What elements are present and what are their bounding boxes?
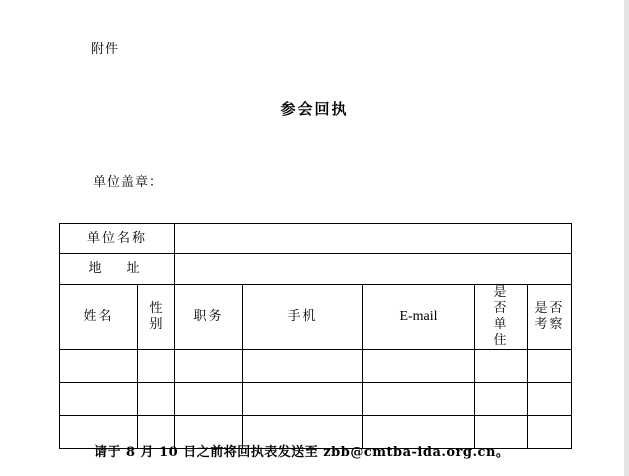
table-row xyxy=(60,383,572,416)
address-row xyxy=(60,254,572,285)
unit-name-field[interactable] xyxy=(175,224,572,254)
cell-mobile[interactable] xyxy=(243,383,363,416)
cell-position[interactable] xyxy=(175,350,243,383)
table-row xyxy=(60,350,572,383)
cell-email[interactable] xyxy=(363,383,475,416)
page-title: 参会回执 xyxy=(280,100,349,118)
footer-notice: 请于 8 月 10 日之前将回执表发送至 zbb@cmtba-ida.org.cn。 xyxy=(94,445,510,460)
column-header-row xyxy=(60,285,572,350)
cell-inspection[interactable] xyxy=(528,350,572,383)
cell-name[interactable] xyxy=(60,350,138,383)
address-field[interactable] xyxy=(175,254,572,285)
col-header-inspection xyxy=(528,285,572,350)
unit-name-label: 单位名称 xyxy=(60,224,175,254)
cell-gender[interactable] xyxy=(138,383,175,416)
col-header-email: E-mail xyxy=(363,285,475,350)
unit-name-row xyxy=(60,224,572,254)
cell-name[interactable] xyxy=(60,383,138,416)
col-header-inspection-text: 是否考察 xyxy=(534,301,565,332)
cell-inspection[interactable] xyxy=(528,383,572,416)
page-edge xyxy=(624,0,629,476)
cell-inspection[interactable] xyxy=(528,416,572,449)
col-header-single-room xyxy=(475,285,528,350)
cell-mobile[interactable] xyxy=(243,350,363,383)
col-header-single-room-text: 是否单住 xyxy=(493,285,509,348)
cell-single-room[interactable] xyxy=(475,383,528,416)
col-header-name: 姓名 xyxy=(60,285,138,350)
col-header-gender xyxy=(138,285,175,350)
address-label: 地 址 xyxy=(60,254,175,285)
cell-email[interactable] xyxy=(363,350,475,383)
registration-form-table xyxy=(59,223,572,449)
col-header-gender-text: 性别 xyxy=(149,301,163,332)
cell-position[interactable] xyxy=(175,383,243,416)
col-header-mobile: 手机 xyxy=(243,285,363,350)
attachment-label: 附件 xyxy=(91,42,120,57)
seal-label: 单位盖章： xyxy=(93,175,164,190)
col-header-position: 职务 xyxy=(175,285,243,350)
cell-gender[interactable] xyxy=(138,350,175,383)
cell-single-room[interactable] xyxy=(475,350,528,383)
